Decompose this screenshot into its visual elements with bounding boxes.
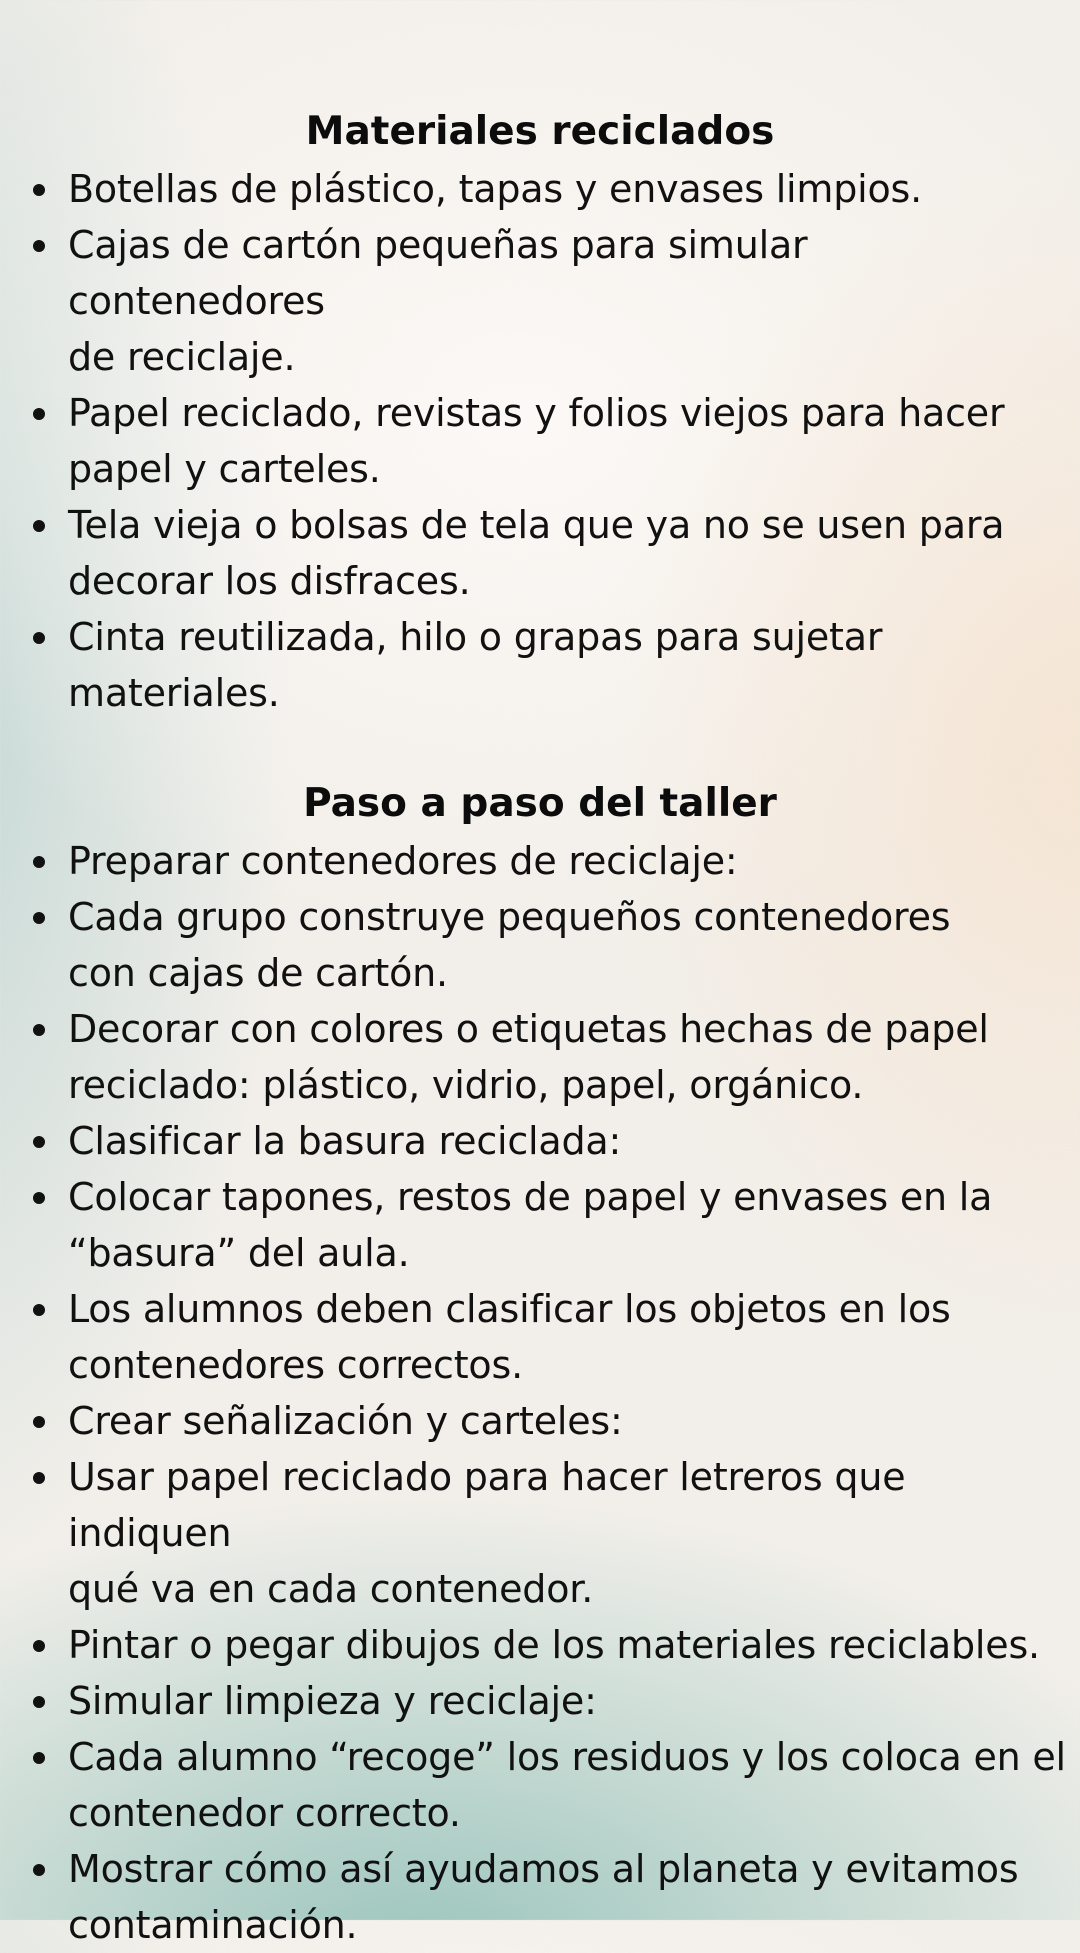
- list-item: [0, 1281, 1080, 1393]
- list-item: [0, 1729, 1080, 1841]
- list-item-line: Los alumnos deben clasificar los objetos en los: [68, 1287, 951, 1331]
- list-item-line: contaminación.: [68, 1903, 358, 1947]
- list-item-line: contenedor correcto.: [68, 1791, 461, 1835]
- list-item-line: qué va en cada contenedor.: [68, 1567, 594, 1611]
- list-item-line: decorar los disfraces.: [68, 559, 471, 603]
- list-item: [0, 1617, 1080, 1673]
- list-item: [0, 889, 1080, 1001]
- list-item-line: con cajas de cartón.: [68, 951, 448, 995]
- list-item: [0, 497, 1080, 609]
- list-item-line: Colocar tapones, restos de papel y envases en la: [68, 1175, 993, 1219]
- list-item-line: contenedores correctos.: [68, 1343, 523, 1387]
- list-item-line: Pintar o pegar dibujos de los materiales reciclables.: [68, 1623, 1040, 1667]
- list-item-line: Crear señalización y carteles:: [68, 1399, 623, 1443]
- list-item: [0, 1001, 1080, 1113]
- list-item-line: materiales.: [68, 671, 280, 715]
- list-item: [0, 1841, 1080, 1953]
- list-item-line: Preparar contenedores de reciclaje:: [68, 839, 738, 883]
- list-item-line: Clasificar la basura reciclada:: [68, 1119, 622, 1163]
- list-item-line: Papel reciclado, revistas y folios viejos para hacer: [68, 391, 1005, 435]
- list-item: [0, 1169, 1080, 1281]
- list-item-line: Cada grupo construye pequeños contenedores: [68, 895, 951, 939]
- list-item-line: Usar papel reciclado para hacer letreros que indiquen: [68, 1455, 906, 1555]
- list-item-line: papel y carteles.: [68, 447, 381, 491]
- steps-list: [0, 833, 1080, 1953]
- list-item-line: de reciclaje.: [68, 335, 296, 379]
- list-item-line: Tela vieja o bolsas de tela que ya no se usen para: [68, 503, 1005, 547]
- list-item: [0, 1673, 1080, 1729]
- list-item-line: reciclado: plástico, vidrio, papel, orgánico.: [68, 1063, 864, 1107]
- list-item-line: “basura” del aula.: [68, 1231, 410, 1275]
- list-item: [0, 385, 1080, 497]
- list-item: [0, 1113, 1080, 1169]
- list-item: [0, 833, 1080, 889]
- list-item-line: Simular limpieza y reciclaje:: [68, 1679, 597, 1723]
- list-item: [0, 161, 1080, 217]
- list-item-line: Botellas de plástico, tapas y envases limpios.: [68, 167, 923, 211]
- list-item-line: Cada alumno “recoge” los residuos y los coloca en el: [68, 1735, 1066, 1779]
- list-item-line: Mostrar cómo así ayudamos al planeta y evitamos: [68, 1847, 1019, 1891]
- list-item: [0, 1449, 1080, 1617]
- section-title-materiales: Materiales reciclados: [305, 109, 775, 154]
- list-item: [0, 217, 1080, 385]
- list-item: [0, 609, 1080, 721]
- materials-list: [0, 161, 1080, 721]
- section-title-paso-a-paso: Paso a paso del taller: [303, 781, 777, 826]
- list-item: [0, 1393, 1080, 1449]
- list-item-line: Cajas de cartón pequeñas para simular contenedores: [68, 223, 808, 323]
- list-item-line: Decorar con colores o etiquetas hechas de papel: [68, 1007, 989, 1051]
- list-item-line: Cinta reutilizada, hilo o grapas para sujetar: [68, 615, 883, 659]
